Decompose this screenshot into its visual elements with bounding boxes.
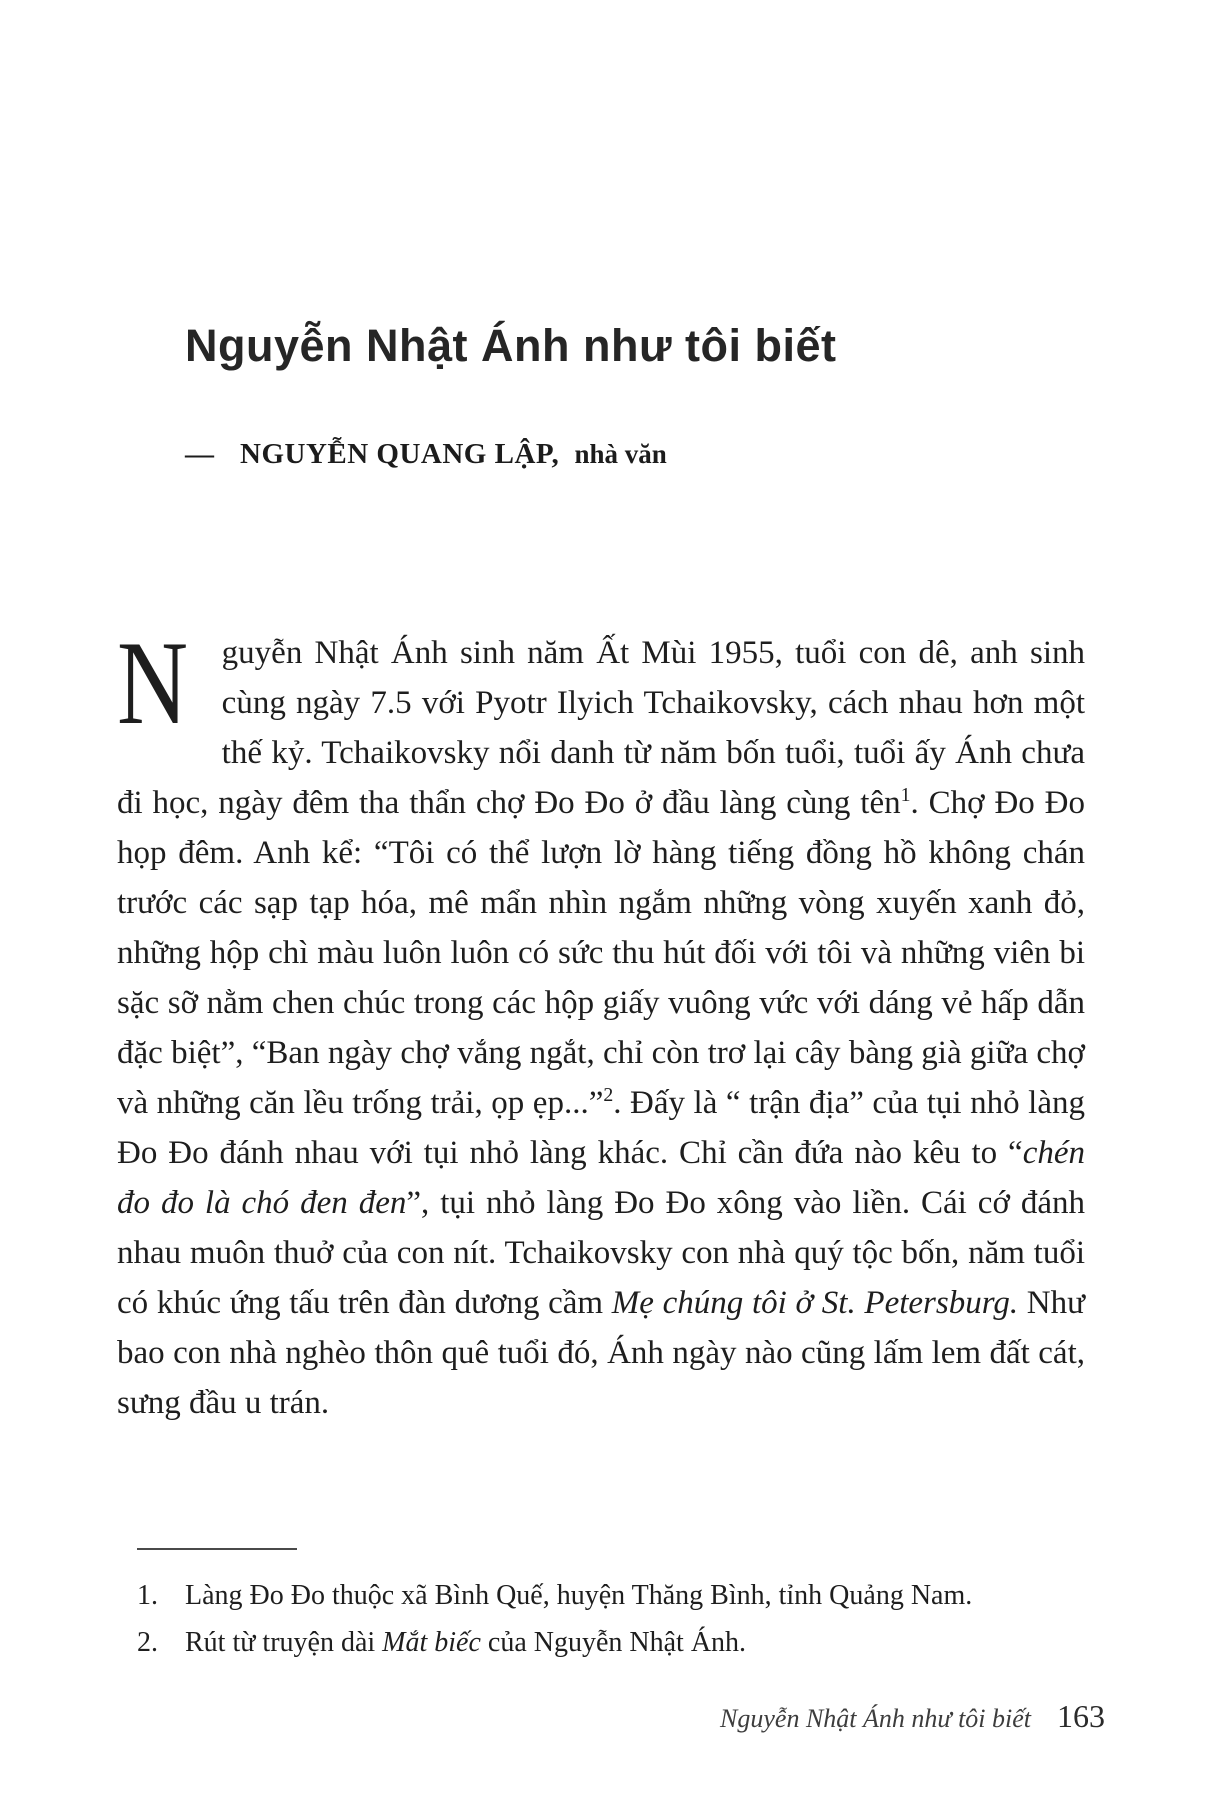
footnote-number: 2. bbox=[137, 1627, 158, 1658]
footnote-item bbox=[117, 1572, 1085, 1619]
byline-role: nhà văn bbox=[574, 439, 667, 469]
body-paragraph bbox=[117, 616, 1086, 1428]
paragraph-text: guyễn Nhật Ánh sinh năm Ất Mùi 1955, tuổi con dê, anh sinh cùng ngày 7.5 với Pyotr Ilyich Tchaikovsky, cách nhau hơn một thế kỷ. Tchaikovsky nổi danh từ năm bốn tuổi, tuổi ấy Ánh chưa đi học, ngày đêm tha thẩn chợ Đo Đo ở đầu làng cùng tên$^1$. Chợ Đo Đo họp đêm. Anh kể: “Tôi có thể lượn lờ hàng tiếng đồng hồ không chán trước các sạp tạp hóa, mê mẩn nhìn ngắm những vòng xuyến xanh đỏ, những hộp chì màu luôn luôn có sức thu hút đối với tôi và những viên bi sặc sỡ nằm chen chúc trong các hộp giấy vuông vức với dáng vẻ hấp dẫn đặc biệt”, “Ban ngày chợ vắng ngắt, chỉ còn trơ lại cây bàng già giữa chợ và những căn lều trống trải, ọp ẹp...”$^2$. Đấy là “ trận địa” của tụi nhỏ làng Đo Đo đánh nhau với tụi nhỏ làng khác. Chỉ cần đứa nào kêu to “chén đo đo là chó đen đen”, tụi nhỏ làng Đo Đo xông vào liền. Cái cớ đánh nhau muôn thuở của con nít. Tchaikovsky con nhà quý tộc bốn, năm tuổi có khúc ứng tấu trên đàn dương cầm Mẹ chúng tôi ở St. Petersburg. Như bao con nhà nghèo thôn quê tuổi đó, Ánh ngày nào cũng lấm lem đất cát, sưng đầu u trán. bbox=[117, 635, 1086, 1421]
running-title: Nguyễn Nhật Ánh như tôi biết bbox=[720, 1704, 1031, 1733]
byline bbox=[185, 438, 667, 471]
footnote-number: 1. bbox=[137, 1580, 158, 1611]
drop-cap: N bbox=[117, 616, 189, 749]
page-title: Nguyễn Nhật Ánh như tôi biết bbox=[185, 320, 837, 372]
footnotes-block bbox=[117, 1548, 1085, 1666]
footnote-text: Làng Đo Đo thuộc xã Bình Quế, huyện Thăng Bình, tỉnh Quảng Nam. bbox=[185, 1580, 973, 1611]
page-number: 163 bbox=[1057, 1698, 1105, 1734]
page-footer bbox=[117, 1698, 1105, 1735]
footnote-divider bbox=[137, 1548, 297, 1550]
footnote-item bbox=[117, 1619, 1085, 1666]
footnote-text: Rút từ truyện dài Mắt biếc của Nguyễn Nhật Ánh. bbox=[185, 1627, 747, 1658]
byline-author: NGUYỄN QUANG LẬP, bbox=[240, 438, 560, 470]
byline-dash: — bbox=[185, 438, 214, 470]
